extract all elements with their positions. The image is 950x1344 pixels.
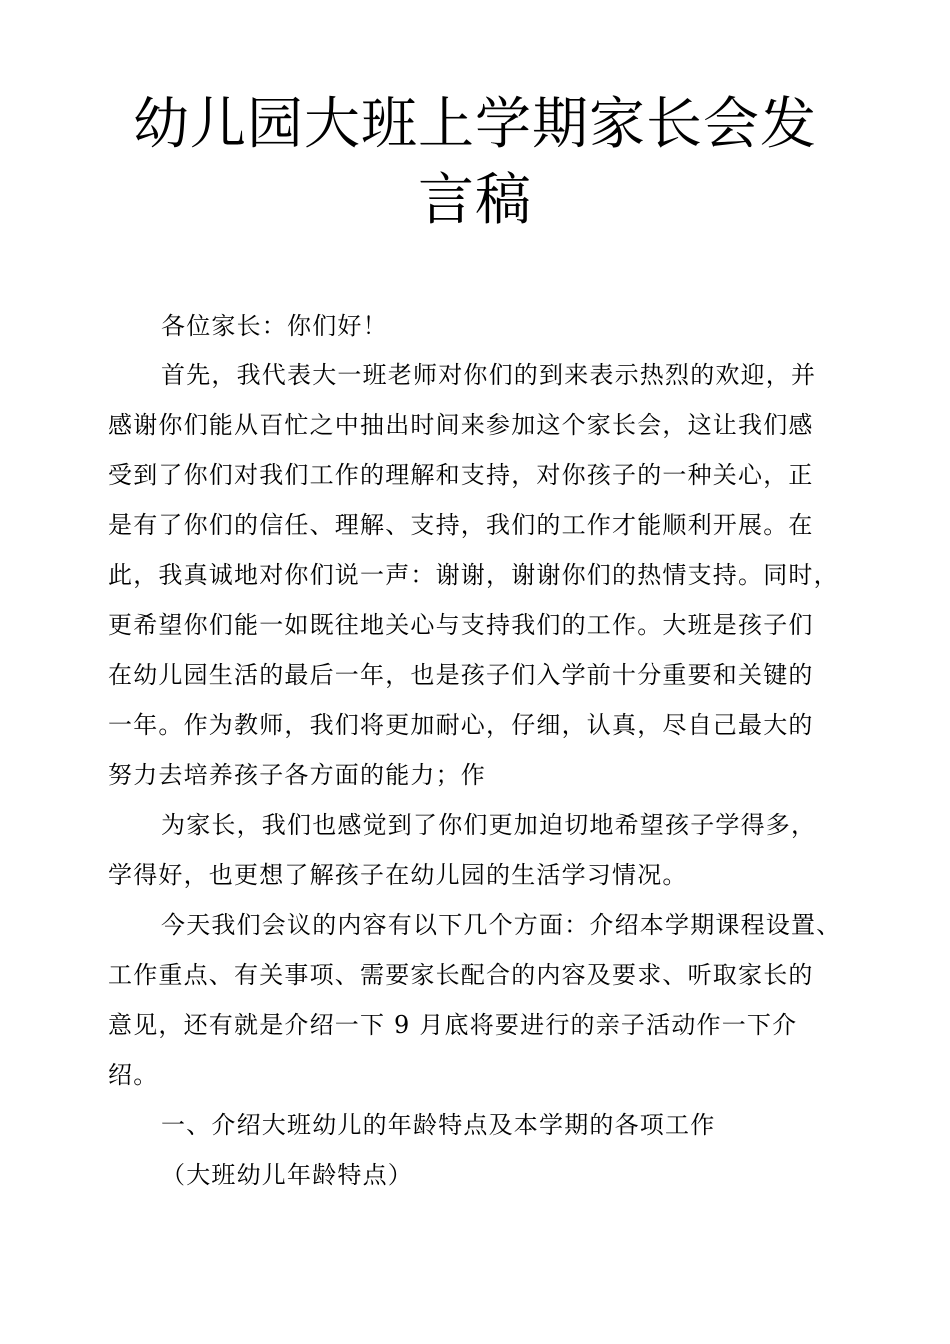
paragraph-line: 工作重点、有关事项、需要家长配合的内容及要求、听取家长的 xyxy=(108,961,814,989)
paragraph-line: 感谢你们能从百忙之中抽出时间来参加这个家长会，这让我们感 xyxy=(108,411,814,439)
section-heading: 一、介绍大班幼儿的年龄特点及本学期的各项工作 xyxy=(161,1111,716,1139)
subsection-heading: （大班幼儿年龄特点） xyxy=(161,1161,413,1189)
paragraph-line: 在幼儿园生活的最后一年，也是孩子们入学前十分重要和关键的 xyxy=(108,661,814,689)
document-title-line-2: 言稿 xyxy=(418,168,532,233)
paragraph-line: 学得好，也更想了解孩子在幼儿园的生活学习情况。 xyxy=(108,861,688,889)
paragraph-line: 受到了你们对我们工作的理解和支持，对你孩子的一种关心，正 xyxy=(108,461,814,489)
paragraph-line: 为家长，我们也感觉到了你们更加迫切地希望孩子学得多， xyxy=(161,811,817,839)
paragraph-line: 意见，还有就是介绍一下 9 月底将要进行的亲子活动作一下介 xyxy=(108,1011,798,1039)
paragraph-line: 绍。 xyxy=(108,1061,159,1089)
paragraph-line: 更希望你们能一如既往地关心与支持我们的工作。大班是孩子们 xyxy=(108,611,814,639)
paragraph-line: 首先，我代表大一班老师对你们的到来表示热烈的欢迎，并 xyxy=(161,361,817,389)
paragraph-line: 一年。作为教师，我们将更加耐心，仔细，认真，尽自己最大的 xyxy=(108,711,814,739)
paragraph-line: 是有了你们的信任、理解、支持，我们的工作才能顺利开展。在 xyxy=(108,511,814,539)
paragraph-line: 努力去培养孩子各方面的能力；作 xyxy=(108,761,486,789)
paragraph-line: 今天我们会议的内容有以下几个方面：介绍本学期课程设置、 xyxy=(161,911,842,939)
paragraph-line: 此，我真诚地对你们说一声：谢谢，谢谢你们的热情支持。同时， xyxy=(108,561,839,589)
greeting-line: 各位家长：你们好！ xyxy=(161,312,388,340)
document-title-line-1: 幼儿园大班上学期家长会发 xyxy=(133,92,817,157)
